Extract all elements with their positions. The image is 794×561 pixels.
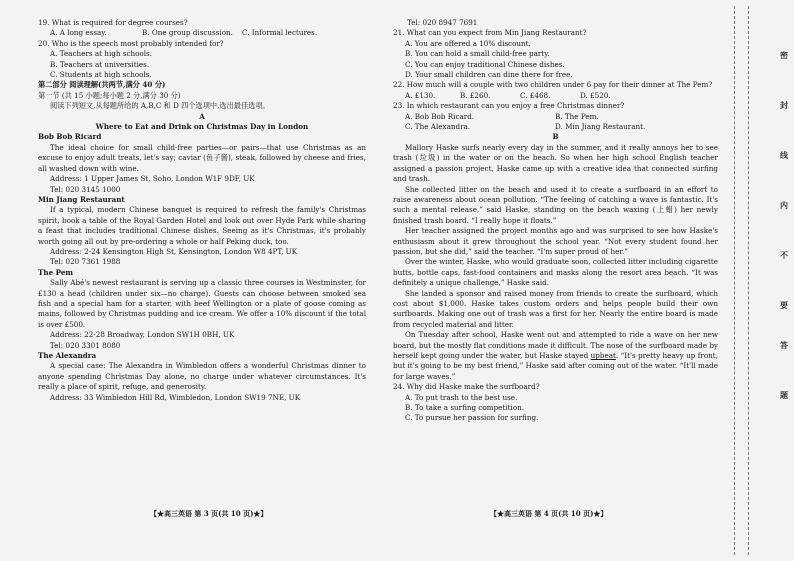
q22-options xyxy=(393,91,718,101)
seal-char-2: 封 xyxy=(780,100,788,110)
q23-option-b[interactable]: B. The Pem. xyxy=(555,111,599,121)
q20-option-b[interactable]: B. Teachers at universities. xyxy=(50,59,150,69)
restaurant-3-tel: Tel: 020 3301 8080 xyxy=(50,340,121,350)
q24-option-b[interactable]: B. To take a surfing competition. xyxy=(405,403,525,413)
question-20: 20. Who is the speech most probably intended for? xyxy=(38,38,224,48)
seal-char-5: 不 xyxy=(780,250,788,260)
passage-a-title: Where to Eat and Drink on Christmas Day in London xyxy=(95,122,309,132)
seal-char-3: 线 xyxy=(780,150,788,160)
q23-option-c[interactable]: C. The Alexandra. xyxy=(405,122,471,132)
q19-option-a[interactable]: A. A long essay. xyxy=(50,28,107,38)
q21-option-a[interactable]: A. You are offered a 10% discount. xyxy=(405,38,531,48)
q21-option-c[interactable]: C. You can enjoy traditional Chinese dishes. xyxy=(405,59,565,69)
restaurant-4-name: The Alexandra xyxy=(38,351,97,360)
q23-options-row2 xyxy=(393,122,718,132)
paragraph-6-part-1: On Tuesday after school, Haske went out and attempted to ride a wave on her new board, but the mostly flat conditions made it difficult. The nose of the surfboard made by herself kept going under the water, but Haske stayed xyxy=(393,330,718,360)
section-one-heading: 第一节 (共 15 小题;每小题 2 分,满分 30 分) xyxy=(38,90,181,100)
passage-b-paragraph-4: Over the winter, Haske, who would graduate soon, collected litter including cigarette butts, bottle caps, fast-food containers and masks along the resort area beach. “It was definitely a unique challenge,” Haske said. xyxy=(393,257,718,288)
question-23: 23. In which restaurant can you enjoy a free Christmas dinner? xyxy=(393,101,625,111)
q24-option-a[interactable]: A. To put trash to the best use. xyxy=(405,392,518,402)
q22-option-c[interactable]: C. £468. xyxy=(520,90,551,100)
seal-char-1: 密 xyxy=(780,50,788,60)
seal-char-8: 题 xyxy=(780,390,788,400)
underlined-word: upbeat xyxy=(590,351,616,360)
restaurant-3-address: Address: 22-28 Broadway, London SW1H 0BH, UK xyxy=(50,330,235,340)
restaurant-2-body: If a typical, modern Chinese banquet is required to refresh the family's Christmas spirit, book a table of the Royal Garden Hotel and look out over Hyde Park while sharing a feast that includes traditional Chinese dishes. Seeing as it's Christmas, it's probably worth going all out by pre-ordering a whole or half Peking duck, too. xyxy=(38,205,366,246)
q23-option-d[interactable]: D. Min Jiang Restaurant. xyxy=(555,122,646,132)
restaurant-4-tel: Tel: 020 8947 7691 xyxy=(407,18,478,27)
q23-options-row1 xyxy=(393,112,718,122)
reading-instructions: 阅读下列短文,从每题所给的 A,B,C 和 D 四个选项中,选出最佳选项。 xyxy=(50,101,270,111)
q22-option-d[interactable]: D. £520. xyxy=(580,90,611,100)
q21-option-b[interactable]: B. You can hold a small child-free party. xyxy=(405,49,550,59)
question-19: 19. What is required for degree courses? xyxy=(38,18,188,27)
restaurant-3-body: Sally Abé's newest restaurant is serving up a classic three courses in Westminster, for £130 a head (children under six—no charge). Guests can choose between smoked sea fish and a special ham for a starter, with beef Wellington or a plate of goose coming as mains, followed by Christmas pudding and ice cream. We offer a 10% discount if the total is over £500. xyxy=(38,278,366,329)
restaurant-2-tel: Tel: 020 7361 1988 xyxy=(50,257,121,267)
q19-options xyxy=(38,28,366,38)
seal-char-7: 答 xyxy=(780,340,788,350)
q19-option-b[interactable]: B. One group discussion. xyxy=(142,28,233,38)
q21-option-d[interactable]: D. Your small children can dine there for free. xyxy=(405,70,573,80)
seal-char-6: 要 xyxy=(780,300,788,310)
right-page xyxy=(393,18,718,424)
q22-option-b[interactable]: B. £260. xyxy=(460,90,491,100)
q20-option-a[interactable]: A. Teachers at high schools. xyxy=(50,49,153,59)
restaurant-4-address: Address: 33 Wimbledon Hill Rd, Wimbledon, London SW19 7NE, UK xyxy=(50,392,301,402)
q22-option-a[interactable]: A. £130. xyxy=(405,90,436,100)
q23-option-a[interactable]: A. Bob Bob Ricard. xyxy=(405,111,475,121)
seal-line-right xyxy=(748,6,749,555)
seal-char-4: 内 xyxy=(780,200,788,210)
seal-line-left xyxy=(734,6,735,555)
q20-option-c[interactable]: C. Students at high schools. xyxy=(50,70,152,80)
part-two-heading: 第二部分 阅读理解(共两节,满分 40 分) xyxy=(38,80,166,90)
page-4-footer: 【★高三英语 第 4 页(共 10 页)★】 xyxy=(490,509,608,518)
passage-b-paragraph-2: She collected litter on the beach and used it to create a surfboard in an effort to raise awareness about ocean pollution. “The feeling of catching a wave is fantastic. It's such a mental release,” said Haske, standing on the beach waxing (上蜡) her newly finished trash board. “I really hope it floats.” xyxy=(393,184,718,225)
q19-option-c[interactable]: C. Informal lectures. xyxy=(242,28,318,38)
seal-line-strip xyxy=(734,0,794,561)
restaurant-1-name: Bob Bob Ricard xyxy=(38,132,102,142)
restaurant-2-address: Address: 2-24 Kensington High St, Kensington, London W8 4PT, UK xyxy=(50,246,298,256)
left-page xyxy=(38,18,366,403)
question-21: 21. What can you expect from Min Jiang Restaurant? xyxy=(393,28,587,38)
page-3-footer: 【★高三英语 第 3 页(共 10 页)★】 xyxy=(150,509,268,518)
restaurant-1-address: Address: 1 Upper James St, Soho, London W1F 9DF, UK xyxy=(50,174,255,184)
restaurant-1-body: The ideal choice for small child-free parties—or pairs—that use Christmas as an excuse to enjoy adult treats, let's say; caviar (鱼子酱), steak, followed by cheese and fries, all washed down with wine. xyxy=(38,142,366,173)
passage-b-paragraph-5: She landed a sponsor and raised money from friends to create the surfboard, which cost about $1,000. Haske takes custom orders and helps people build their own surfboards. Making one out of trash was a first for her. Nearly the entire board is made from recycled material and litter. xyxy=(393,288,718,329)
passage-b-paragraph-6 xyxy=(393,330,718,382)
restaurant-1-tel: Tel: 020 3145 1000 xyxy=(50,184,121,194)
paragraph-6-part-2: . “It's pretty heavy up front, but it's going to be my best friend,” Haske said after coming out of the water. “It'll made for large waves.” xyxy=(393,351,718,381)
question-22: 22. How much will a couple with two children under 6 pay for their dinner at The Pem? xyxy=(393,80,713,90)
restaurant-2-name: Min Jiang Restaurant xyxy=(38,194,125,204)
restaurant-4-body: A special case: The Alexandra in Wimbledon offers a wonderful Christmas dinner to anyone spending Christmas Day alone, no charge under whatever circumstances. It's really a place of spirit, refuge, and generosity. xyxy=(38,361,366,392)
passage-b-letter: B xyxy=(552,132,559,142)
question-24: 24. Why did Haske make the surfboard? xyxy=(393,382,540,392)
q24-option-c[interactable]: C. To pursue her passion for surfing. xyxy=(405,413,539,423)
passage-b-paragraph-1: Mallory Haske surfs nearly every day in the summer, and it really annoys her to see trash (垃圾) in the water or on the beach. So when her high school English teacher assigned a passion project, Haske came up with a creative idea that connected surfing and trash. xyxy=(393,142,718,184)
passage-b-paragraph-3: Her teacher assigned the project months ago and was surprised to see how Haske's enthusiasm about it grew throughout the school year. “Not every student found her passion, but she did,” said the teacher. “I'm super proud of her.” xyxy=(393,226,718,256)
passage-a-letter: A xyxy=(199,111,205,121)
restaurant-3-name: The Pem xyxy=(38,267,74,277)
